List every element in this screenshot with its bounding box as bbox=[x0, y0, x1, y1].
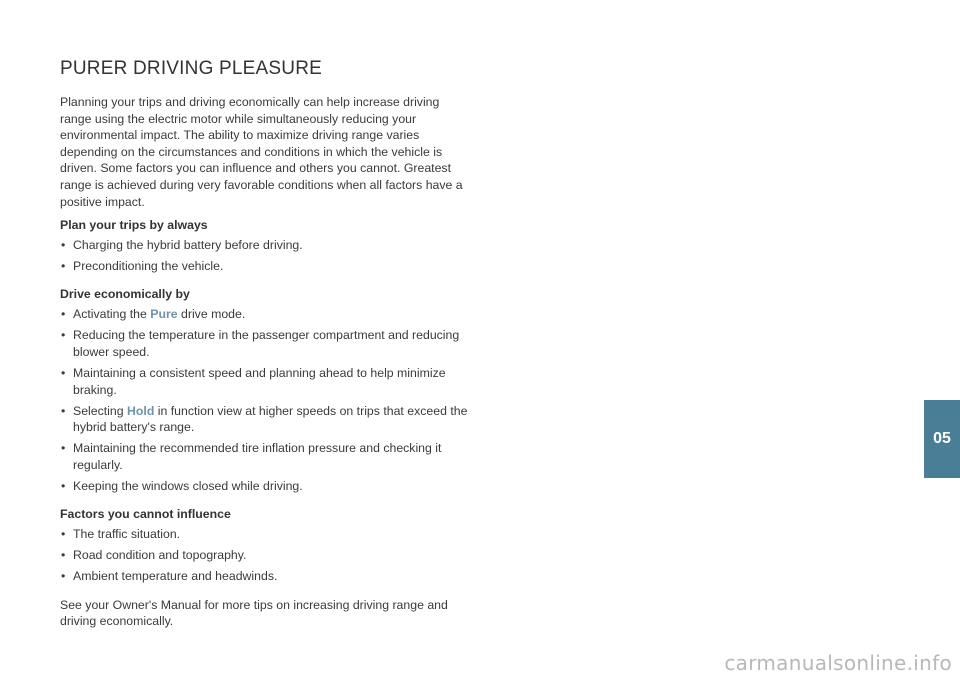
section-heading-economy: Drive economically by bbox=[60, 286, 190, 301]
bullet-icon: • bbox=[61, 306, 66, 321]
plan-list bbox=[60, 237, 470, 275]
bullet-icon: • bbox=[61, 526, 66, 541]
list-item: • Selecting Hold in function view at higher speeds on trips that exceed the hybrid battery's range. bbox=[61, 403, 468, 435]
list-item: • Preconditioning the vehicle. bbox=[61, 259, 224, 274]
bullet-icon: • bbox=[61, 365, 66, 380]
bullet-icon: • bbox=[61, 259, 66, 274]
outro-paragraph: See your Owner's Manual for more tips on increasing driving range and driving economically. bbox=[60, 597, 448, 629]
section-heading-factors: Factors you cannot influence bbox=[60, 506, 231, 521]
economy-list bbox=[60, 306, 470, 495]
bullet-icon: • bbox=[61, 548, 66, 563]
bullet-icon: • bbox=[61, 238, 66, 253]
page-title: PURER DRIVING PLEASURE bbox=[60, 58, 323, 79]
bullet-icon: • bbox=[61, 441, 66, 456]
chapter-tab[interactable]: 05 bbox=[924, 400, 960, 478]
list-item: • Ambient temperature and headwinds. bbox=[61, 569, 278, 584]
bullet-icon: • bbox=[61, 328, 66, 343]
list-item: • Maintaining the recommended tire inflation pressure and checking it regularly. bbox=[61, 441, 442, 473]
bullet-icon: • bbox=[61, 569, 66, 584]
bullet-icon: • bbox=[61, 479, 66, 494]
intro-paragraph: Planning your trips and driving economically can help increase driving range using the electric motor while simultaneously reducing your environmental impact. The ability to maximize driving range varies depending on the circumstances and conditions in which the vehicle is driven. Some factors you can influence and others you cannot. Greatest range is achieved during very favorable conditions when all factors have a positive impact. bbox=[60, 95, 463, 209]
list-item: • Maintaining a consistent speed and planning ahead to help minimize braking. bbox=[61, 365, 446, 397]
hold-mode-label: Hold bbox=[127, 403, 155, 418]
list-item: • Charging the hybrid battery before driving. bbox=[61, 238, 303, 253]
list-item: • The traffic situation. bbox=[61, 526, 181, 541]
section-heading-plan: Plan your trips by always bbox=[60, 218, 208, 233]
watermark-text: carmanualsonline.info bbox=[724, 651, 952, 675]
factors-list bbox=[60, 526, 470, 585]
bullet-icon: • bbox=[61, 403, 66, 418]
list-item: • Road condition and topography. bbox=[61, 548, 247, 563]
list-item: • Keeping the windows closed while driving. bbox=[61, 479, 303, 494]
list-item: • Activating the Pure drive mode. bbox=[61, 306, 246, 321]
list-item: • Reducing the temperature in the passenger compartment and reducing blower speed. bbox=[61, 328, 460, 359]
document-body bbox=[60, 58, 470, 630]
pure-mode-label: Pure bbox=[150, 306, 178, 321]
